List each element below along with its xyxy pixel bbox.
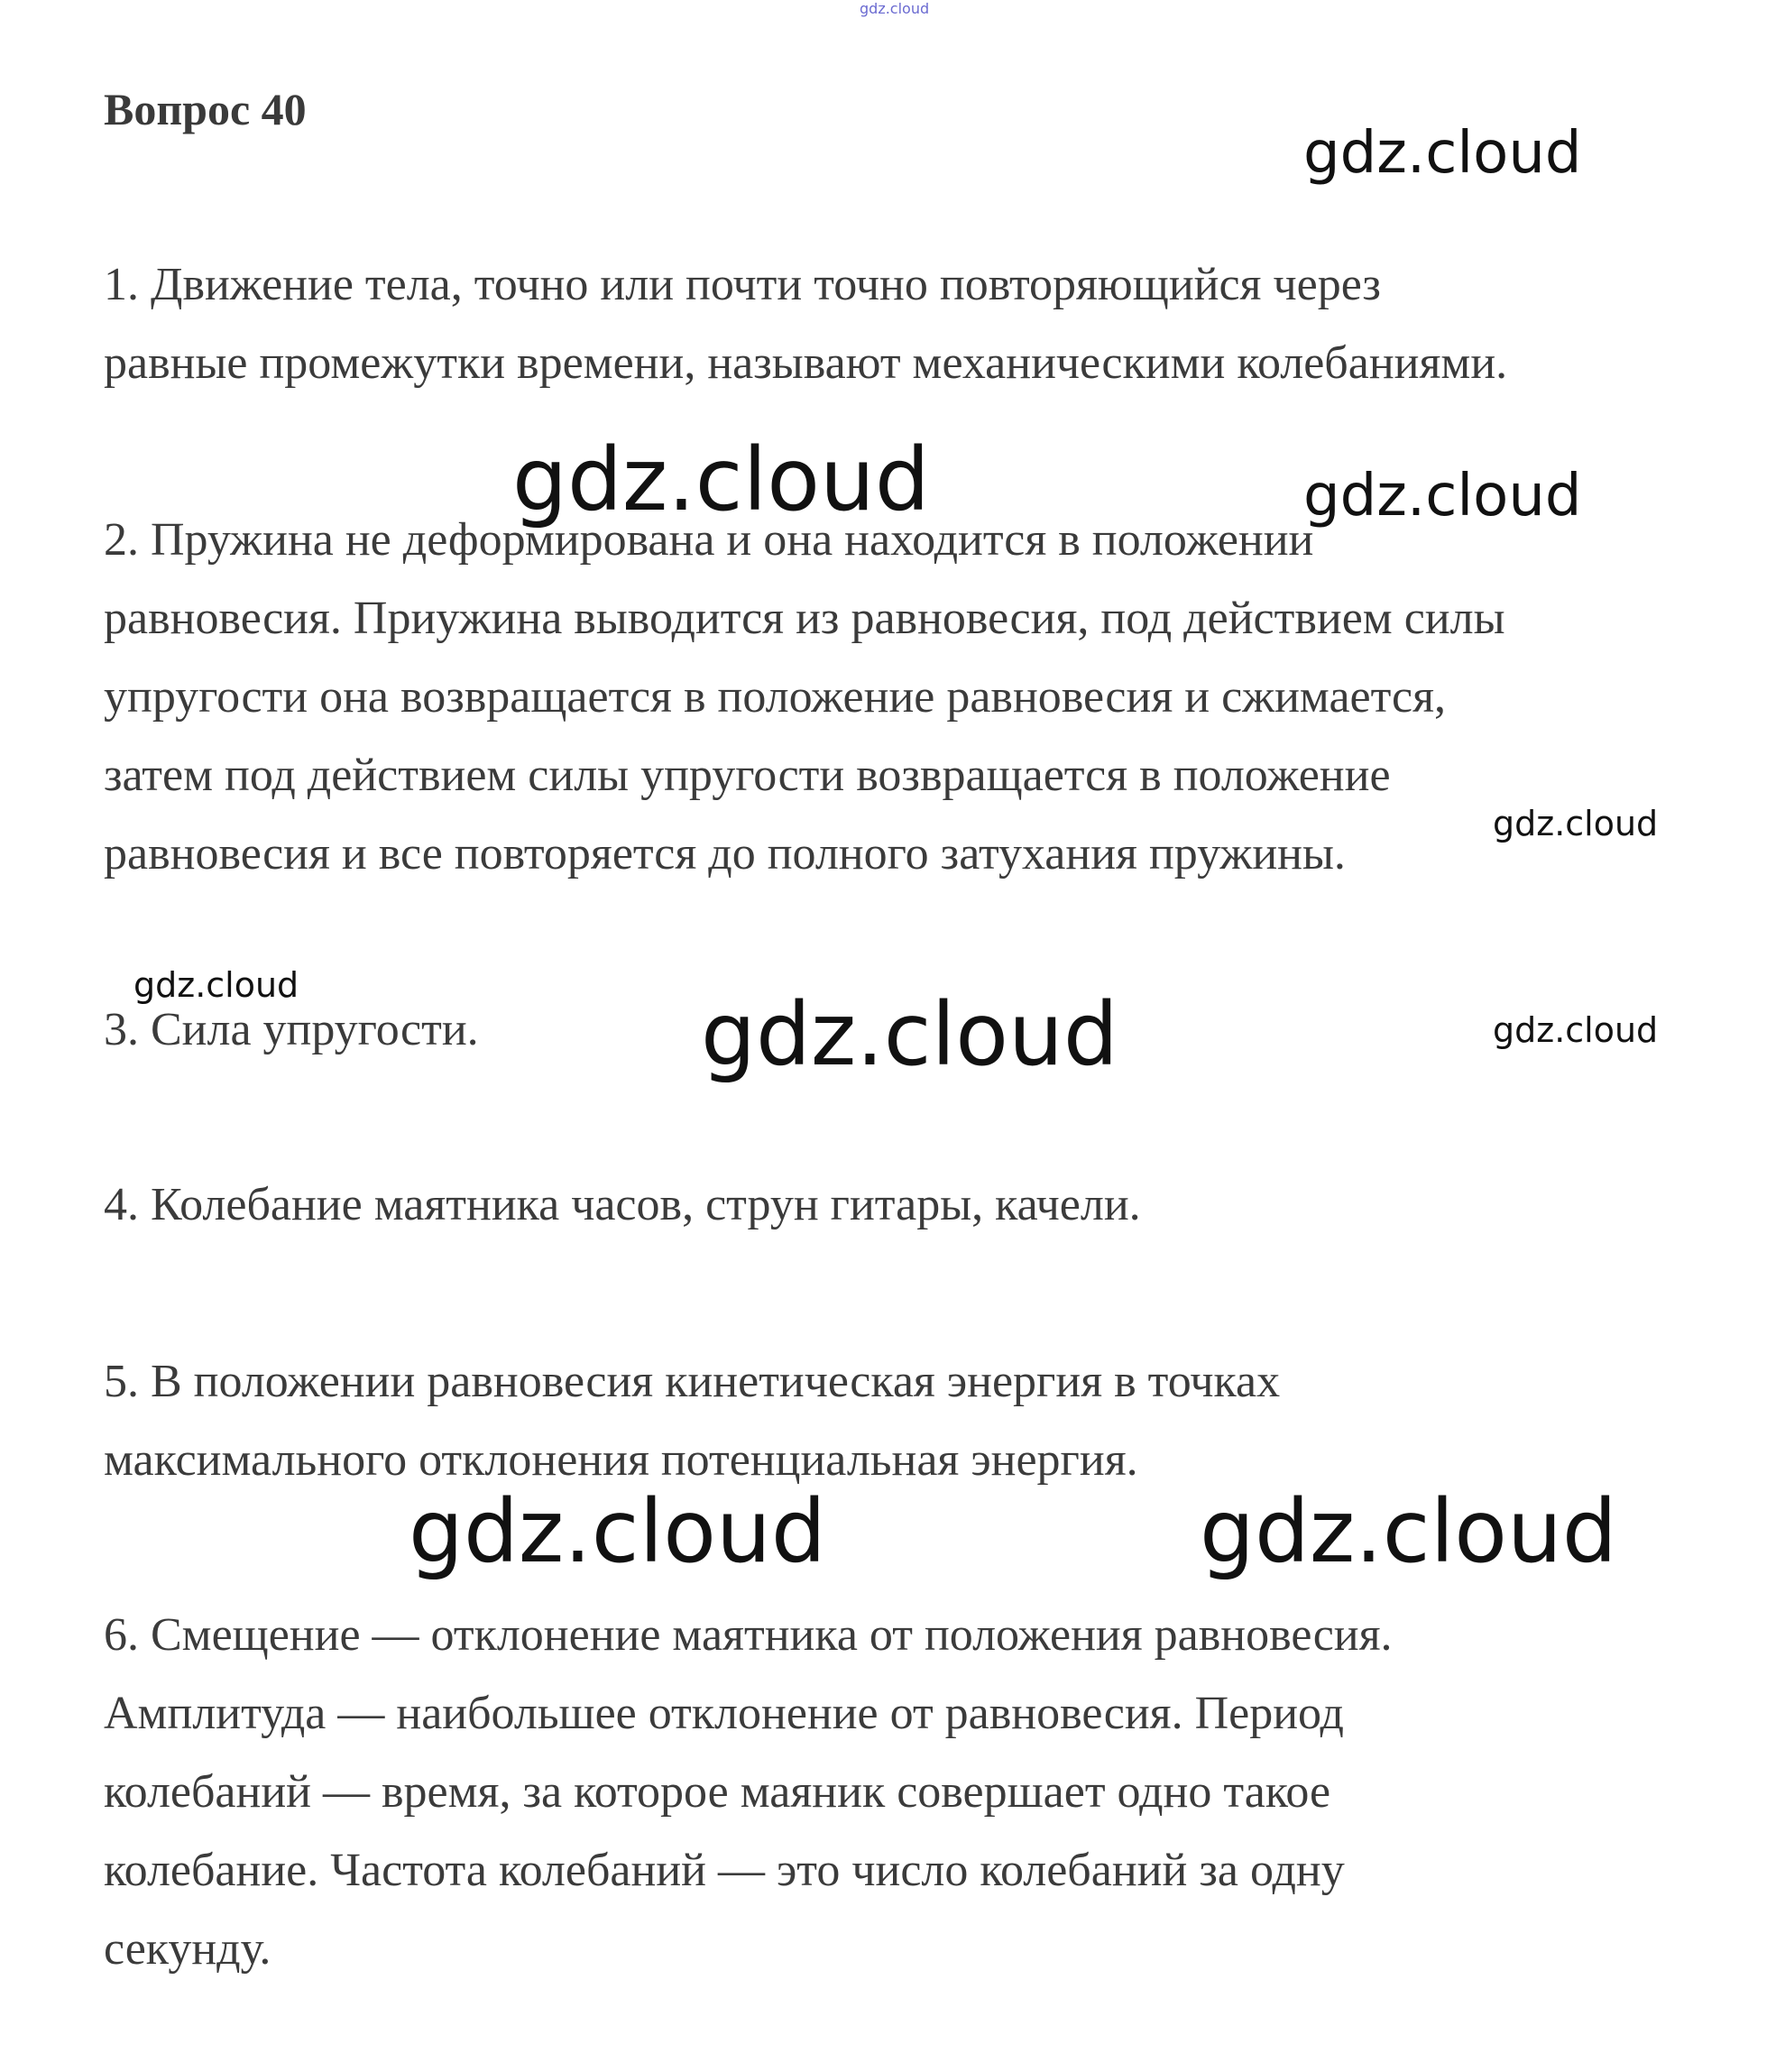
paragraph-line: 2. Пружина не деформирована и она находится в положении [104, 514, 1314, 566]
paragraph-line: равновесия и все повторяется до полного затухания пружины. [104, 828, 1346, 879]
paragraph-line: 4. Колебание маятника часов, струн гитары, качели. [104, 1179, 1141, 1230]
paragraph-line: равновесия. Приужина выводится из равновесия, под действием силы [104, 593, 1505, 644]
paragraph-line: 1. Движение тела, точно или почти точно повторяющийся через [104, 259, 1381, 310]
watermark: gdz.cloud [1493, 804, 1659, 843]
watermark: gdz.cloud [512, 429, 930, 530]
paragraph-line: 5. В положении равновесия кинетическая энергия в точках [104, 1356, 1281, 1407]
answer-paragraph-2 [104, 501, 1709, 893]
answer-paragraph-1 [104, 245, 1709, 402]
answer-paragraph-4 [104, 1165, 1709, 1244]
answer-paragraph-6 [104, 1596, 1709, 1988]
paragraph-line: Амплитуда — наибольшее отклонение от равновесия. Период [104, 1688, 1345, 1739]
paragraph-line: максимального отклонения потенциальная энергия. [104, 1434, 1138, 1486]
watermark: gdz.cloud [1200, 1481, 1617, 1582]
paragraph-line: секунду. [104, 1923, 271, 1975]
watermark: gdz.cloud [1303, 463, 1582, 530]
watermark-top: gdz.cloud [860, 0, 930, 17]
paragraph-line: 6. Смещение — отклонение маятника от положения равновесия. [104, 1609, 1393, 1661]
paragraph-line: равные промежутки времени, называют механическими колебаниями. [104, 337, 1508, 389]
watermark: gdz.cloud [409, 1481, 826, 1582]
watermark: gdz.cloud [701, 984, 1118, 1085]
watermark: gdz.cloud [133, 965, 299, 1005]
watermark: gdz.cloud [1303, 120, 1582, 187]
paragraph-line: колебание. Частота колебаний — это число колебаний за одну [104, 1845, 1345, 1896]
question-heading: Вопрос 40 [104, 84, 307, 134]
paragraph-line: затем под действием силы упругости возвращается в положение [104, 750, 1391, 801]
watermark: gdz.cloud [1493, 1010, 1659, 1050]
answer-paragraph-5 [104, 1342, 1709, 1499]
paragraph-line: 3. Сила упругости. [104, 1004, 479, 1055]
paragraph-line: упругости она возвращается в положение равновесия и сжимается, [104, 671, 1446, 723]
paragraph-line: колебаний — время, за которое маяник совершает одно такое [104, 1766, 1331, 1818]
